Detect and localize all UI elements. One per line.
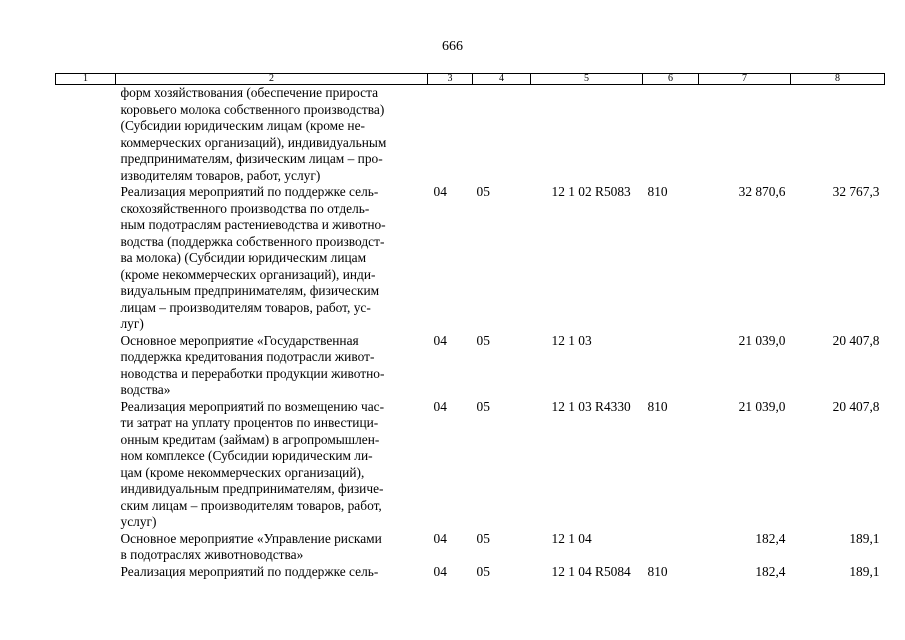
amount-year-2	[791, 85, 885, 185]
table-row	[56, 184, 885, 333]
item-name-line: Основное мероприятие «Государственная	[120, 332, 359, 348]
table-row	[56, 399, 885, 531]
code-empty-cell	[56, 564, 116, 581]
item-name-line: водства (поддержка собственного производст-	[120, 233, 385, 249]
amount-year-1: 21 039,0	[738, 398, 786, 414]
amount-year-2: 20 407,8	[832, 398, 880, 414]
section-code	[428, 85, 473, 185]
subsection-code: 05	[476, 563, 490, 579]
item-name-line: (кроме некоммерческих организаций), инди-	[120, 266, 376, 282]
item-name	[116, 333, 428, 399]
target-article-code: 12 1 04 R5084	[551, 563, 631, 579]
table-row	[56, 85, 885, 185]
amount-year-1	[699, 85, 791, 185]
amount-year-1: 182,4	[755, 563, 786, 579]
column-header-8: 8	[791, 74, 885, 85]
item-name-line: форм хозяйствования (обеспечение прироста	[120, 85, 379, 100]
amount-year-2: 189,1	[849, 563, 880, 579]
amount-year-1: 32 870,6	[738, 184, 786, 199]
code-empty-cell	[56, 85, 116, 185]
item-name-line: ном комплексе (Субсидии юридическим ли-	[120, 448, 373, 463]
item-name-line: лицам – производителям товаров, работ, ус-	[120, 299, 371, 315]
column-number-row	[56, 74, 885, 85]
item-name-line: Основное мероприятие «Управление рисками	[120, 530, 382, 546]
item-name-line: коровьего молока собственного производства)	[120, 101, 385, 117]
amount-year-2: 20 407,8	[832, 332, 880, 348]
section-code: 04	[433, 184, 447, 199]
target-article-code: 12 1 03	[551, 332, 592, 348]
item-name-line: цам (кроме некоммерческих организаций),	[120, 464, 365, 480]
target-article-code: 12 1 04	[551, 530, 592, 546]
item-name-line: предпринимателям, физическим лицам – про-	[120, 151, 383, 166]
item-name-line: поддержка кредитования подотрасли живот-	[120, 349, 375, 364]
target-article-code: 12 1 02 R5083	[551, 184, 631, 199]
item-name-line: новодства и переработки продукции животно-	[120, 365, 385, 381]
column-header-2: 2	[116, 74, 428, 85]
column-header-6: 6	[643, 74, 699, 85]
item-name-line: ти затрат на уплату процентов по инвестици-	[120, 415, 379, 430]
item-name-line: Реализация мероприятий по возмещению час-	[120, 398, 385, 414]
budget-table	[55, 73, 885, 580]
subsection-code: 05	[476, 332, 490, 348]
expense-type-code	[643, 531, 699, 564]
code-empty-cell	[56, 333, 116, 399]
section-code: 04	[433, 332, 447, 348]
item-name-line: Реализация мероприятий по поддержке сель-	[120, 563, 379, 579]
column-header-1: 1	[56, 74, 116, 85]
item-name	[116, 564, 428, 581]
table-row	[56, 531, 885, 564]
code-empty-cell	[56, 184, 116, 333]
section-code: 04	[433, 398, 447, 414]
item-name	[116, 184, 428, 333]
item-name-line: (Субсидии юридическим лицам (кроме не-	[120, 118, 365, 133]
expense-type-code	[643, 333, 699, 399]
amount-year-2: 189,1	[849, 530, 880, 546]
item-name-line: скохозяйственного производства по отдель-	[120, 200, 370, 216]
amount-year-1: 21 039,0	[738, 332, 786, 348]
column-header-4: 4	[473, 74, 531, 85]
section-code: 04	[433, 530, 447, 546]
item-name-line: индивидуальным предпринимателям, физиче-	[120, 481, 384, 496]
target-article-code	[531, 85, 643, 185]
item-name	[116, 531, 428, 564]
item-name-line: онным кредитам (займам) в агропромышлен-	[120, 431, 380, 447]
item-name-line: коммерческих организаций), индивидуальным	[120, 134, 387, 150]
code-empty-cell	[56, 531, 116, 564]
page-number: 666	[442, 39, 463, 54]
expense-type-code: 810	[647, 184, 668, 199]
column-header-7: 7	[699, 74, 791, 85]
item-name-line: видуальным предпринимателям, физическим	[120, 283, 380, 298]
item-name	[116, 85, 428, 185]
item-name-line: луг)	[120, 316, 144, 331]
item-name	[116, 399, 428, 531]
column-header-5: 5	[531, 74, 643, 85]
expense-type-code: 810	[647, 398, 668, 414]
table-row	[56, 564, 885, 581]
code-empty-cell	[56, 399, 116, 531]
item-name-line: Реализация мероприятий по поддержке сель-	[120, 184, 379, 199]
subsection-code: 05	[476, 398, 490, 414]
subsection-code	[473, 85, 531, 185]
target-article-code: 12 1 03 R4330	[551, 398, 631, 414]
expense-type-code: 810	[647, 563, 668, 579]
amount-year-2: 32 767,3	[832, 184, 880, 199]
subsection-code: 05	[476, 530, 490, 546]
subsection-code: 05	[476, 184, 490, 199]
section-code: 04	[433, 563, 447, 579]
expense-type-code	[643, 85, 699, 185]
amount-year-1: 182,4	[755, 530, 786, 546]
item-name-line: услуг)	[120, 514, 157, 529]
item-name-line: водства»	[120, 382, 171, 397]
item-name-line: ным подотраслям растениеводства и животно-	[120, 217, 386, 232]
item-name-line: ва молока) (Субсидии юридическим лицам	[120, 250, 367, 265]
item-name-line: в подотраслях животноводства»	[120, 547, 304, 562]
column-header-3: 3	[428, 74, 473, 85]
budget-table-body	[56, 85, 885, 581]
item-name-line: изводителям товаров, работ, услуг)	[120, 167, 321, 183]
item-name-line: ским лицам – производителям товаров, работ,	[120, 497, 382, 513]
table-row	[56, 333, 885, 399]
